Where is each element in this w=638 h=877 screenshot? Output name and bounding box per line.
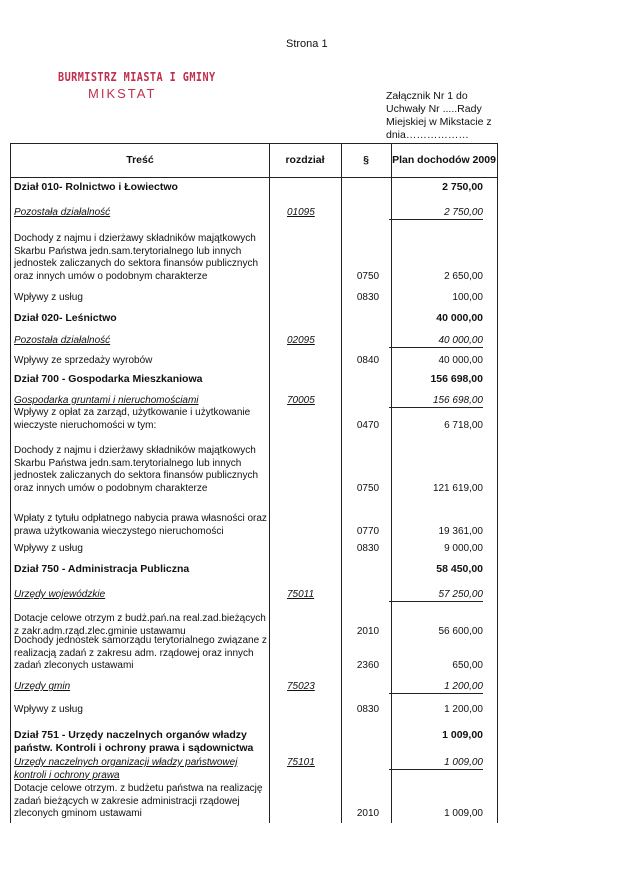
table-header (11, 143, 497, 178)
row-amount: 121 619,00 (432, 482, 483, 494)
row-chapter-code: 75023 (287, 681, 315, 692)
row-amount: 40 000,00 (389, 335, 483, 348)
row-chapter-code: 70005 (287, 395, 315, 406)
row-amount: 58 450,00 (436, 563, 483, 575)
row-amount: 2 650,00 (444, 270, 483, 282)
row-amount: 1 009,00 (442, 729, 483, 741)
header-paragraf: § (363, 154, 369, 166)
annex-line: Załącznik Nr 1 do (386, 90, 468, 102)
row-paragraph-code: 0750 (356, 482, 380, 494)
row-chapter-code: 02095 (287, 335, 315, 346)
row-description: Dział 751 - Urzędy naczelnych organów władzy państw. Kontroli i ochrony prawa i sądownictwa (14, 729, 254, 754)
row-description: Dział 020- Leśnictwo (14, 312, 117, 324)
row-amount: 40 000,00 (438, 355, 483, 366)
annex-line: Uchwały Nr .....Rady (386, 103, 482, 115)
row-description: Urzędy gmin (14, 681, 71, 692)
page-number: Strona 1 (286, 38, 328, 50)
row-description: Wpływy z opłat za zarząd, użytkowanie i użytkowanie wieczyste nieruchomości w tym: (14, 407, 251, 431)
header-tresc: Treść (126, 154, 154, 166)
row-description: Wpływy z usług (14, 543, 83, 554)
row-paragraph-code: 2360 (356, 660, 380, 671)
header-plan: Plan dochodów 2009 (392, 154, 496, 166)
row-description: Pozostała działalność (14, 335, 111, 346)
row-description: Wpływy z usług (14, 292, 83, 303)
row-paragraph-code: 0830 (356, 704, 380, 715)
column-divider (269, 143, 270, 823)
column-divider (341, 143, 342, 823)
row-paragraph-code: 0840 (356, 355, 380, 366)
row-description: Dział 750 - Administracja Publiczna (14, 563, 190, 575)
row-description: Wpłaty z tytułu odpłatnego nabycia prawa własności oraz prawa użytkowania wieczystego nieruchomości (14, 513, 267, 537)
row-chapter-code: 75011 (287, 589, 315, 600)
row-paragraph-code: 0830 (356, 292, 380, 303)
row-chapter-code: 75101 (287, 757, 315, 768)
stamp-line-1: BURMISTRZ MIASTA I GMINY (58, 70, 216, 84)
income-plan-table (10, 143, 498, 823)
row-description: Dochody jednostek samorządu terytorialnego związane z realizacją zadań z zakresu adm. rządowej oraz innych zadań zleconych ustawami (14, 635, 267, 671)
row-amount: 2 750,00 (389, 207, 483, 220)
row-description: Gospodarka gruntami i nieruchomościami (14, 395, 199, 406)
row-amount: 156 698,00 (389, 395, 483, 408)
row-amount: 9 000,00 (444, 543, 483, 554)
row-paragraph-code: 2010 (356, 625, 380, 637)
annex-note (386, 90, 492, 142)
row-description: Pozostała działalność (14, 207, 111, 218)
row-amount: 56 600,00 (438, 625, 483, 637)
row-description: Dotacje celowe otrzym. z budżetu państwa na realizację zadań bieżących w zakresie administracji rządowej zleconych gminom ustawami (14, 783, 263, 819)
row-description: Dział 010- Rolnictwo i Łowiectwo (14, 181, 178, 193)
row-paragraph-code: 0830 (356, 543, 380, 554)
row-chapter-code: 01095 (287, 207, 315, 218)
stamp-line-2: MIKSTAT (88, 86, 157, 101)
row-amount: 6 718,00 (444, 419, 483, 431)
row-amount: 650,00 (452, 660, 483, 671)
row-description: Dochody z najmu i dzierżawy składników majątkowych Skarbu Państwa jedn.sam.terytorialnego lub innych jednostek zaliczanych do sektora finansów publicznych oraz innych umów o podobnym charakterze (14, 233, 259, 282)
row-description: Urzędy wojewódzkie (14, 589, 106, 600)
row-amount: 19 361,00 (438, 525, 483, 537)
row-paragraph-code: 2010 (356, 808, 380, 819)
annex-line: Miejskiej w Mikstacie z (386, 116, 492, 128)
row-description: Dochody z najmu i dzierżawy składników majątkowych Skarbu Państwa jedn.sam.terytorialnego lub innych jednostek zaliczanych do sektora finansów publicznych oraz innych umów o podobnym charakterze (14, 445, 259, 494)
row-paragraph-code: 0470 (356, 419, 380, 431)
row-description: Wpływy z usług (14, 704, 83, 715)
row-description: Dotacje celowe otrzym z budż.pań.na real.zad.bieżących z zakr.adm.rząd.zlec.gminie ustawamu (14, 613, 266, 637)
row-paragraph-code: 0770 (356, 525, 380, 537)
row-amount: 1 200,00 (389, 681, 483, 694)
row-amount: 1 009,00 (389, 757, 483, 770)
row-amount: 2 750,00 (442, 181, 483, 193)
annex-line: dnia……………… (386, 129, 469, 141)
row-amount: 156 698,00 (430, 373, 483, 385)
row-amount: 40 000,00 (436, 312, 483, 324)
mayor-stamp (58, 70, 243, 101)
row-description: Wpływy ze sprzedaży wyrobów (14, 355, 153, 366)
row-amount: 57 250,00 (389, 589, 483, 602)
row-amount: 100,00 (452, 292, 483, 303)
row-description: Dział 700 - Gospodarka Mieszkaniowa (14, 373, 203, 385)
row-description: Urzędy naczelnych organizacji władzy państwowej kontroli i ochrony prawa (14, 757, 238, 781)
row-amount: 1 200,00 (444, 704, 483, 715)
header-rozdzial: rozdział (285, 154, 325, 166)
row-amount: 1 009,00 (444, 808, 483, 819)
row-paragraph-code: 0750 (356, 270, 380, 282)
